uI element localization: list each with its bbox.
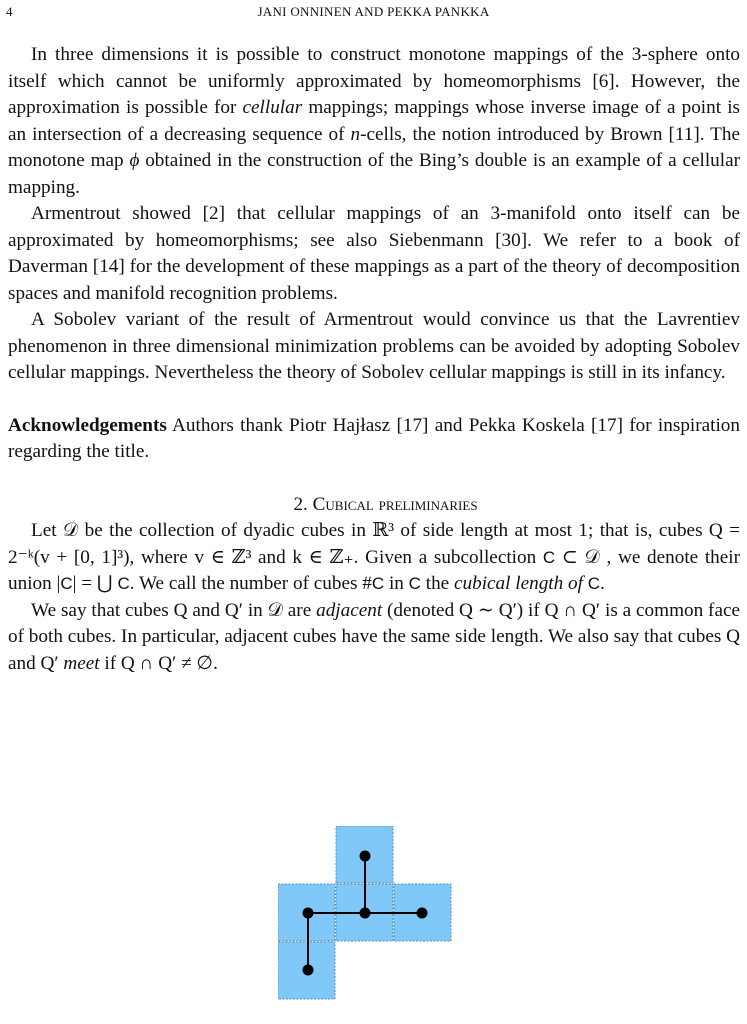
- paragraph-sobolev-variant: A Sobolev variant of the result of Armentrout would convince us that the Lavrentiev phenomenon in three dimensional minimization problems can be avoided by adopting Sobolev cellular mappings. Nevertheless the theory of Sobolev cellular mappings is still in its infancy.: [8, 309, 740, 383]
- page-number: 4: [6, 4, 13, 19]
- paragraph-armentrout: Armentrout showed [2] that cellular mappings of an 3-manifold onto itself can be approximated by homeomorphisms; see also Siebenmann [30]. We refer to a book of Daverman [14] for the development of these mappings as a part of the theory of decomposition spaces and manifold recognition problems.: [8, 203, 740, 304]
- main-text: [8, 42, 740, 677]
- acknowledgements: Acknowledgements Authors thank Piotr Hajłasz [17] and Pekka Koskela [17] for inspiration regarding the title.: [8, 414, 740, 462]
- paragraph-dyadic-cubes: Let 𝒟 be the collection of dyadic cubes in ℝ³ of side length at most 1; that is, cubes Q = 2⁻ᵏ(v + [0, 1]³), where v ∈ ℤ³ and k ∈ ℤ₊. Given a subcollection C ⊂ 𝒟 , we denote their union |C| = ⋃ C. We call the number of cubes #C in C the cubical length of C.: [8, 520, 741, 594]
- paragraph-adjacent-cubes: We say that cubes Q and Q′ in 𝒟 are adjacent (denoted Q ∼ Q′) if Q ∩ Q′ is a common face of both cubes. In particular, adjacent cubes have the same side length. We also say that cubes Q and Q′ meet if Q ∩ Q′ ≠ ∅.: [8, 599, 740, 674]
- node-right: [417, 908, 428, 919]
- node-left: [303, 908, 314, 919]
- adjacency-graph-figure: [278, 826, 458, 1006]
- running-header: [0, 4, 747, 24]
- acknowledgements-heading: Acknowledgements: [8, 414, 167, 436]
- node-bottom: [303, 965, 314, 976]
- paragraph-monotone-mappings: In three dimensions it is possible to construct monotone mappings of the 3-sphere onto itself which cannot be uniformly approximated by homeomorphisms [6]. However, the approximation is possible for cellular mappings; mappings whose inverse image of a point is an intersection of a decreasing sequence of n-cells, the notion introduced by Brown [11]. The monotone map ϕ obtained in the construction of the Bing’s double is an example of a cellular mapping.: [8, 44, 740, 198]
- node-center: [360, 908, 371, 919]
- section-title: 2. Cubical preliminaries: [293, 493, 478, 515]
- running-title: JANI ONNINEN AND PEKKA PANKKA: [257, 4, 490, 19]
- node-top: [360, 851, 371, 862]
